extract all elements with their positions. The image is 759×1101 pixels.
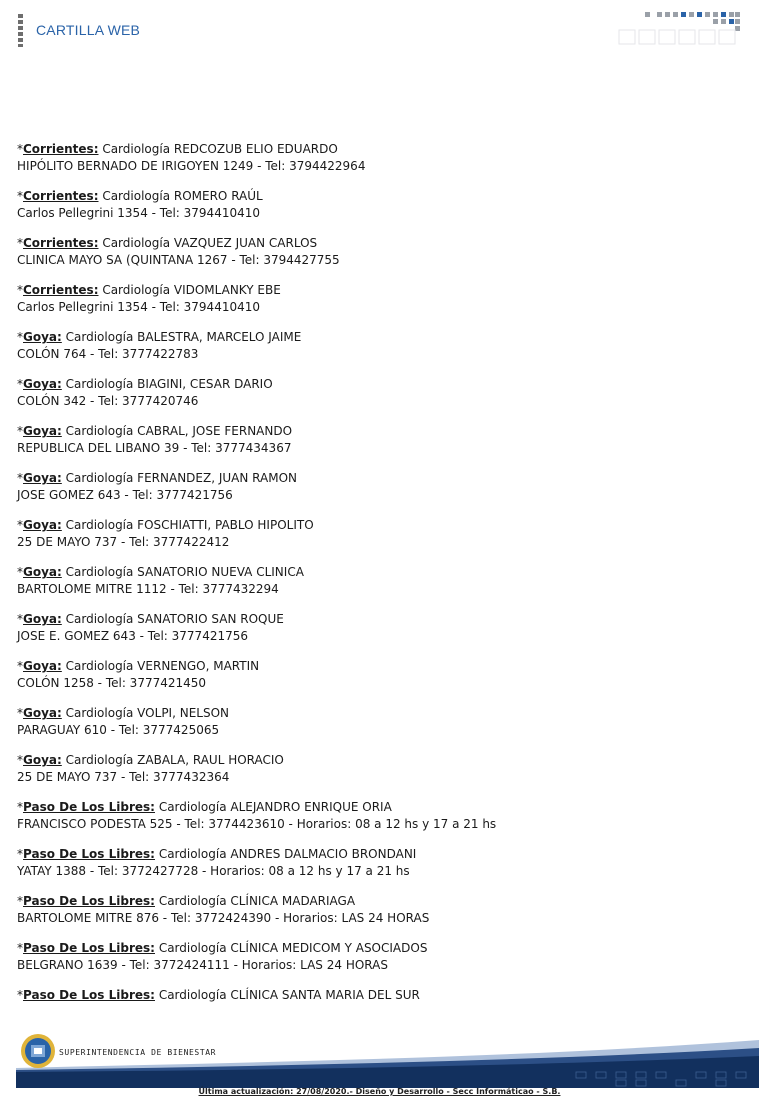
provider-detail: COLÓN 764 - Tel: 3777422783 <box>17 347 199 361</box>
city-label: Goya: <box>23 424 62 438</box>
provider-name: Cardiología CLÍNICA SANTA MARIA DEL SUR <box>158 988 420 1002</box>
provider-name: Cardiología BALESTRA, MARCELO JAIME <box>65 330 302 344</box>
city-label: Paso De Los Libres: <box>23 894 155 908</box>
city-label: Corrientes: <box>23 236 99 250</box>
provider-detail: Carlos Pellegrini 1354 - Tel: 3794410410 <box>17 206 260 220</box>
city-label: Goya: <box>23 753 62 767</box>
provider-name: Cardiología VIDOMLANKY EBE <box>102 283 281 297</box>
list-item: *Goya: Cardiología FOSCHIATTI, PABLO HIPOLITO 25 DE MAYO 737 - Tel: 3777422412 <box>17 518 314 549</box>
provider-detail: COLÓN 1258 - Tel: 3777421450 <box>17 676 207 690</box>
provider-name: Cardiología FERNANDEZ, JUAN RAMON <box>65 471 297 485</box>
city-label: Goya: <box>23 612 62 626</box>
provider-detail: COLÓN 342 - Tel: 3777420746 <box>17 394 199 408</box>
city-label: Corrientes: <box>23 283 99 297</box>
list-item: *Paso De Los Libres: Cardiología CLÍNICA MEDICOM Y ASOCIADOS BELGRANO 1639 - Tel: 3772424111 - Horarios: LAS 24 HORAS <box>17 941 428 972</box>
city-label: Paso De Los Libres: <box>23 800 155 814</box>
list-item: *Goya: Cardiología VERNENGO, MARTIN COLÓN 1258 - Tel: 3777421450 <box>17 659 260 690</box>
provider-detail: Carlos Pellegrini 1354 - Tel: 3794410410 <box>17 300 260 314</box>
city-label: Paso De Los Libres: <box>23 847 155 861</box>
provider-detail: PARAGUAY 610 - Tel: 3777425065 <box>17 723 220 737</box>
provider-detail: BELGRANO 1639 - Tel: 3772424111 - Horarios: LAS 24 HORAS <box>17 958 388 972</box>
provider-name: Cardiología FOSCHIATTI, PABLO HIPOLITO <box>65 518 314 532</box>
provider-name: Cardiología VOLPI, NELSON <box>65 706 229 720</box>
city-label: Paso De Los Libres: <box>23 941 155 955</box>
list-item: *Corrientes: Cardiología ROMERO RAÚL Carlos Pellegrini 1354 - Tel: 3794410410 <box>17 189 263 220</box>
provider-detail: FRANCISCO PODESTA 525 - Tel: 3774423610 - Horarios: 08 a 12 hs y 17 a 21 hs <box>17 817 497 831</box>
provider-name: Cardiología CABRAL, JOSE FERNANDO <box>65 424 293 438</box>
city-label: Goya: <box>23 377 62 391</box>
city-label: Goya: <box>23 706 62 720</box>
list-item: *Goya: Cardiología CABRAL, JOSE FERNANDO REPUBLICA DEL LIBANO 39 - Tel: 3777434367 <box>17 424 293 455</box>
provider-detail: HIPÓLITO BERNADO DE IRIGOYEN 1249 - Tel: 3794422964 <box>17 159 366 173</box>
institution-seal-icon <box>20 1033 56 1069</box>
provider-name: Cardiología SANATORIO NUEVA CLINICA <box>65 565 304 579</box>
city-label: Goya: <box>23 471 62 485</box>
provider-detail: JOSE GOMEZ 643 - Tel: 3777421756 <box>17 488 233 502</box>
page-header <box>0 0 759 60</box>
page-title: CARTILLA WEB <box>36 22 141 38</box>
provider-detail: BARTOLOME MITRE 1112 - Tel: 3777432294 <box>17 582 279 596</box>
org-name: SUPERINTENDENCIA DE BIENESTAR <box>59 1048 217 1057</box>
provider-name: Cardiología ANDRES DALMACIO BRONDANI <box>158 847 417 861</box>
provider-name: Cardiología ALEJANDRO ENRIQUE ORIA <box>158 800 392 814</box>
page-footer <box>16 1028 759 1088</box>
list-item: *Paso De Los Libres: Cardiología CLÍNICA MADARIAGA BARTOLOME MITRE 876 - Tel: 3772424390 - Horarios: LAS 24 HORAS <box>17 894 430 925</box>
provider-name: Cardiología VAZQUEZ JUAN CARLOS <box>102 236 318 250</box>
list-item: *Goya: Cardiología BALESTRA, MARCELO JAIME COLÓN 764 - Tel: 3777422783 <box>17 330 302 361</box>
list-item: *Goya: Cardiología SANATORIO NUEVA CLINICA BARTOLOME MITRE 1112 - Tel: 3777432294 <box>17 565 304 596</box>
city-label: Goya: <box>23 518 62 532</box>
provider-detail: REPUBLICA DEL LIBANO 39 - Tel: 3777434367 <box>17 441 292 455</box>
list-item: *Corrientes: Cardiología REDCOZUB ELIO EDUARDO HIPÓLITO BERNADO DE IRIGOYEN 1249 - Tel: 3794422964 <box>17 142 366 173</box>
list-item: *Corrientes: Cardiología VIDOMLANKY EBE Carlos Pellegrini 1354 - Tel: 3794410410 <box>17 283 281 314</box>
list-item: *Paso De Los Libres: Cardiología ANDRES DALMACIO BRONDANI YATAY 1388 - Tel: 3772427728 - Horarios: 08 a 12 hs y 17 a 21 hs <box>17 847 417 878</box>
provider-detail: CLINICA MAYO SA (QUINTANA 1267 - Tel: 3794427755 <box>17 253 340 267</box>
list-item: *Goya: Cardiología VOLPI, NELSON PARAGUAY 610 - Tel: 3777425065 <box>17 706 229 737</box>
footer-wave-decoration <box>16 1028 759 1088</box>
provider-name: Cardiología ZABALA, RAUL HORACIO <box>65 753 284 767</box>
header-bar-icon <box>18 14 23 47</box>
list-item: *Corrientes: Cardiología VAZQUEZ JUAN CARLOS CLINICA MAYO SA (QUINTANA 1267 - Tel: 3794427755 <box>17 236 340 267</box>
city-label: Goya: <box>23 565 62 579</box>
provider-name: Cardiología BIAGINI, CESAR DARIO <box>65 377 273 391</box>
provider-detail: 25 DE MAYO 737 - Tel: 3777432364 <box>17 770 230 784</box>
provider-name: Cardiología REDCOZUB ELIO EDUARDO <box>102 142 338 156</box>
provider-name: Cardiología SANATORIO SAN ROQUE <box>65 612 284 626</box>
list-item: *Paso De Los Libres: Cardiología ALEJANDRO ENRIQUE ORIA FRANCISCO PODESTA 525 - Tel: 3774423610 - Horarios: 08 a 12 hs y 17 a 21 hs <box>17 800 497 831</box>
provider-name: Cardiología CLÍNICA MADARIAGA <box>158 894 356 908</box>
list-item: *Goya: Cardiología SANATORIO SAN ROQUE JOSE E. GOMEZ 643 - Tel: 3777421756 <box>17 612 284 643</box>
header-pixel-decoration-icon <box>617 10 741 46</box>
provider-detail: YATAY 1388 - Tel: 3772427728 - Horarios: 08 a 12 hs y 17 a 21 hs <box>17 864 410 878</box>
city-label: Corrientes: <box>23 189 99 203</box>
provider-name: Cardiología ROMERO RAÚL <box>102 189 263 203</box>
city-label: Corrientes: <box>23 142 99 156</box>
provider-detail: BARTOLOME MITRE 876 - Tel: 3772424390 - Horarios: LAS 24 HORAS <box>17 911 430 925</box>
city-label: Goya: <box>23 330 62 344</box>
city-label: Paso De Los Libres: <box>23 988 155 1002</box>
provider-name: Cardiología CLÍNICA MEDICOM Y ASOCIADOS <box>158 941 428 955</box>
provider-detail: JOSE E. GOMEZ 643 - Tel: 3777421756 <box>17 629 248 643</box>
provider-detail: 25 DE MAYO 737 - Tel: 3777422412 <box>17 535 230 549</box>
list-item: *Goya: Cardiología FERNANDEZ, JUAN RAMON JOSE GOMEZ 643 - Tel: 3777421756 <box>17 471 297 502</box>
provider-list <box>17 141 737 1017</box>
last-update-note: Última actualización: 27/08/2020.- Diseño y Desarrollo - Secc Informáticao - S.B. <box>198 1087 561 1096</box>
list-item: *Goya: Cardiología ZABALA, RAUL HORACIO 25 DE MAYO 737 - Tel: 3777432364 <box>17 753 284 784</box>
list-item: *Paso De Los Libres: Cardiología CLÍNICA SANTA MARIA DEL SUR <box>17 988 420 1002</box>
city-label: Goya: <box>23 659 62 673</box>
provider-name: Cardiología VERNENGO, MARTIN <box>65 659 260 673</box>
list-item: *Goya: Cardiología BIAGINI, CESAR DARIO COLÓN 342 - Tel: 3777420746 <box>17 377 273 408</box>
